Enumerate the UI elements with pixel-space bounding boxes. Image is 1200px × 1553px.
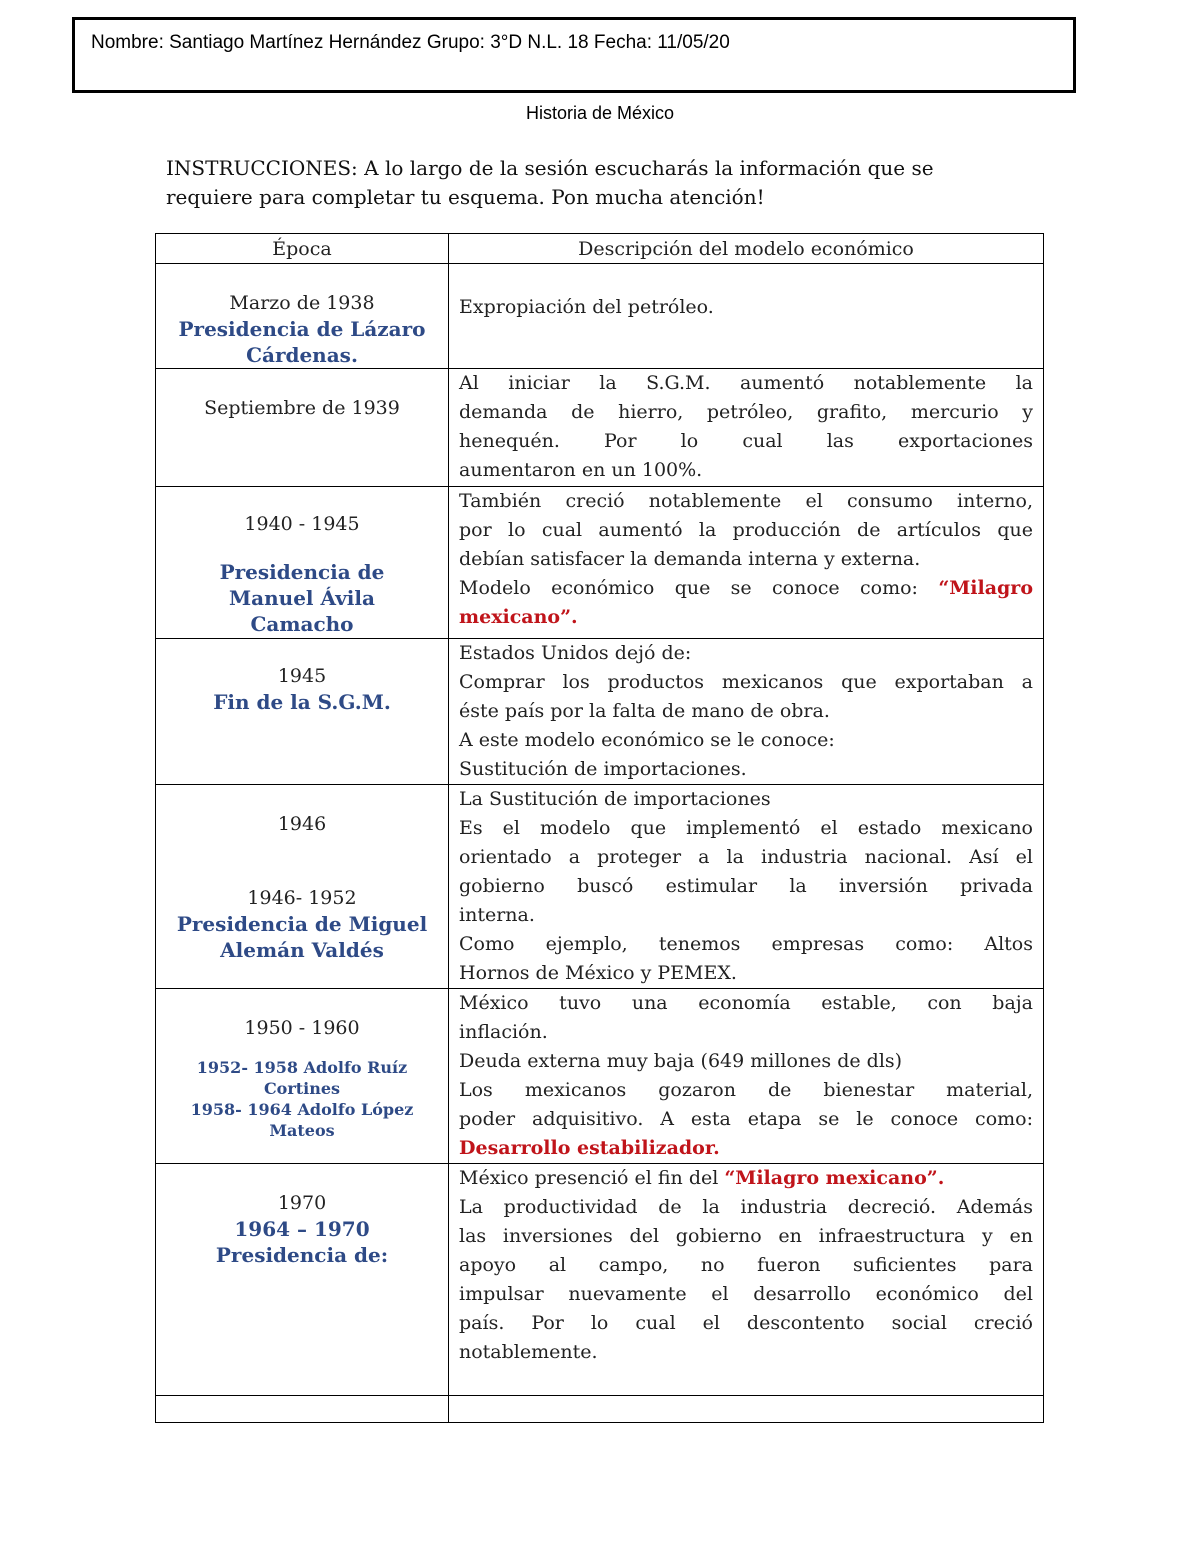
milagro-mexicano-highlight: “Milagro mexicano”. <box>724 1167 945 1189</box>
column-header-epoca: Época <box>156 234 449 264</box>
description-line: Deuda externa muy baja (649 millones de dls) <box>459 1050 903 1072</box>
description-cell <box>449 639 1044 785</box>
era-presidency: Presidencia de Lázaro Cárdenas. <box>178 317 426 367</box>
description-text: Modelo económico que se conoce como: <box>459 577 918 599</box>
era-date: 1945 <box>277 665 327 687</box>
description-text: Expropiación del petróleo. <box>459 296 714 318</box>
table-row <box>156 785 1044 989</box>
student-info-line: Nombre: Santiago Martínez Hernández Grupo: 3°D N.L. 18 Fecha: 11/05/20 <box>91 32 730 53</box>
column-header-descripcion: Descripción del modelo económico <box>449 234 1044 264</box>
description-line: por lo cual aumentó la producción de artículos que <box>459 519 1033 541</box>
description-cell <box>449 785 1044 989</box>
era-date: 1940 - 1945 <box>244 513 360 535</box>
description-line: También creció notablemente el consumo interno, <box>459 490 1033 512</box>
description-line: La productividad de la industria decreció. Además <box>459 1196 1033 1218</box>
description-line: Hornos de México y PEMEX. <box>459 962 737 984</box>
student-info-box <box>72 17 1076 93</box>
instructions <box>166 154 1046 212</box>
table-row <box>156 1164 1044 1396</box>
description-line: aumentaron en un 100%. <box>459 459 703 481</box>
description-line <box>459 1164 1033 1193</box>
table-row <box>156 989 1044 1164</box>
table-row <box>156 487 1044 639</box>
subject-title: Historia de México <box>525 103 675 123</box>
description-line: impulsar nuevamente el desarrollo económico del <box>459 1283 1033 1305</box>
era-date: 1946 <box>277 813 327 835</box>
era-cell <box>156 639 449 785</box>
era-presidency: 1958- 1964 Adolfo López Mateos <box>190 1100 414 1140</box>
description-line: gobierno buscó estimular la inversión privada <box>459 875 1033 897</box>
table-row <box>156 639 1044 785</box>
description-line: México tuvo una economía estable, con baja <box>459 992 1033 1014</box>
era-date: Marzo de 1938 <box>229 292 375 314</box>
era-presidency: Presidencia de: <box>215 1243 389 1267</box>
description-text: México presenció el fin del <box>459 1167 719 1189</box>
era-cell <box>156 785 449 989</box>
description-line: Al iniciar la S.G.M. aumentó notablemente la <box>459 372 1033 394</box>
era-presidency: Presidencia de Miguel Alemán Valdés <box>176 912 428 962</box>
era-cell <box>156 989 449 1164</box>
era-presidency: 1952- 1958 Adolfo Ruíz Cortines <box>196 1058 408 1098</box>
description-line: Es el modelo que implementó el estado mexicano <box>459 817 1033 839</box>
table-row <box>156 369 1044 487</box>
description-line: orientado a proteger a la industria nacional. Así el <box>459 846 1033 868</box>
description-cell <box>449 989 1044 1164</box>
description-cell <box>449 487 1044 639</box>
era-date: Septiembre de 1939 <box>204 397 400 419</box>
table-row <box>156 264 1044 369</box>
description-line: inflación. <box>459 1021 548 1043</box>
description-line: país. Por lo cual el descontento social creció <box>459 1312 1033 1334</box>
desarrollo-estabilizador-highlight: Desarrollo estabilizador. <box>459 1137 720 1159</box>
description-cell <box>449 264 1044 369</box>
economic-model-table <box>155 233 1044 1423</box>
description-line: notablemente. <box>459 1341 598 1363</box>
description-line: poder adquisitivo. A esta etapa se le conoce como: <box>459 1108 1033 1130</box>
description-line: A este modelo económico se le conoce: <box>459 729 835 751</box>
era-presidency: Presidencia de Manuel Ávila Camacho <box>219 560 385 636</box>
description-line: La Sustitución de importaciones <box>459 788 771 810</box>
instructions-line-2: requiere para completar tu esquema. Pon mucha atención! <box>166 185 765 209</box>
era-date-range: 1946- 1952 <box>247 887 357 909</box>
description-line: debían satisfacer la demanda interna y externa. <box>459 548 921 570</box>
description-line: demanda de hierro, petróleo, grafito, mercurio y <box>459 401 1033 423</box>
era-cell <box>156 369 449 487</box>
description-line: las inversiones del gobierno en infraestructura y en <box>459 1225 1033 1247</box>
description-line: Los mexicanos gozaron de bienestar material, <box>459 1079 1033 1101</box>
era-presidency: Fin de la S.G.M. <box>213 690 391 714</box>
era-cell <box>156 1164 449 1396</box>
description-line: Estados Unidos dejó de: <box>459 642 692 664</box>
table-row-empty <box>156 1396 1044 1423</box>
description-line: apoyo al campo, no fueron suficientes para <box>459 1254 1033 1276</box>
description-cell <box>449 369 1044 487</box>
instructions-line-1: INSTRUCCIONES: A lo largo de la sesión escucharás la información que se <box>166 156 934 180</box>
empty-cell <box>156 1396 449 1423</box>
era-date: 1950 - 1960 <box>244 1017 360 1039</box>
description-line <box>459 574 1033 632</box>
description-line: interna. <box>459 904 535 926</box>
description-line: henequén. Por lo cual las exportaciones <box>459 430 1033 452</box>
description-line: Sustitución de importaciones. <box>459 758 747 780</box>
era-cell <box>156 487 449 639</box>
description-cell <box>449 1164 1044 1396</box>
era-presidency: 1964 – 1970 <box>234 1217 370 1241</box>
description-line: Como ejemplo, tenemos empresas como: Altos <box>459 933 1033 955</box>
milagro-mexicano-highlight: “Milagro mexicano”. <box>459 577 1033 628</box>
era-cell <box>156 264 449 369</box>
description-line: éste país por la falta de mano de obra. <box>459 700 830 722</box>
empty-cell <box>449 1396 1044 1423</box>
table-header-row <box>156 234 1044 264</box>
era-date: 1970 <box>277 1192 327 1214</box>
description-line: Comprar los productos mexicanos que exportaban a <box>459 671 1033 693</box>
